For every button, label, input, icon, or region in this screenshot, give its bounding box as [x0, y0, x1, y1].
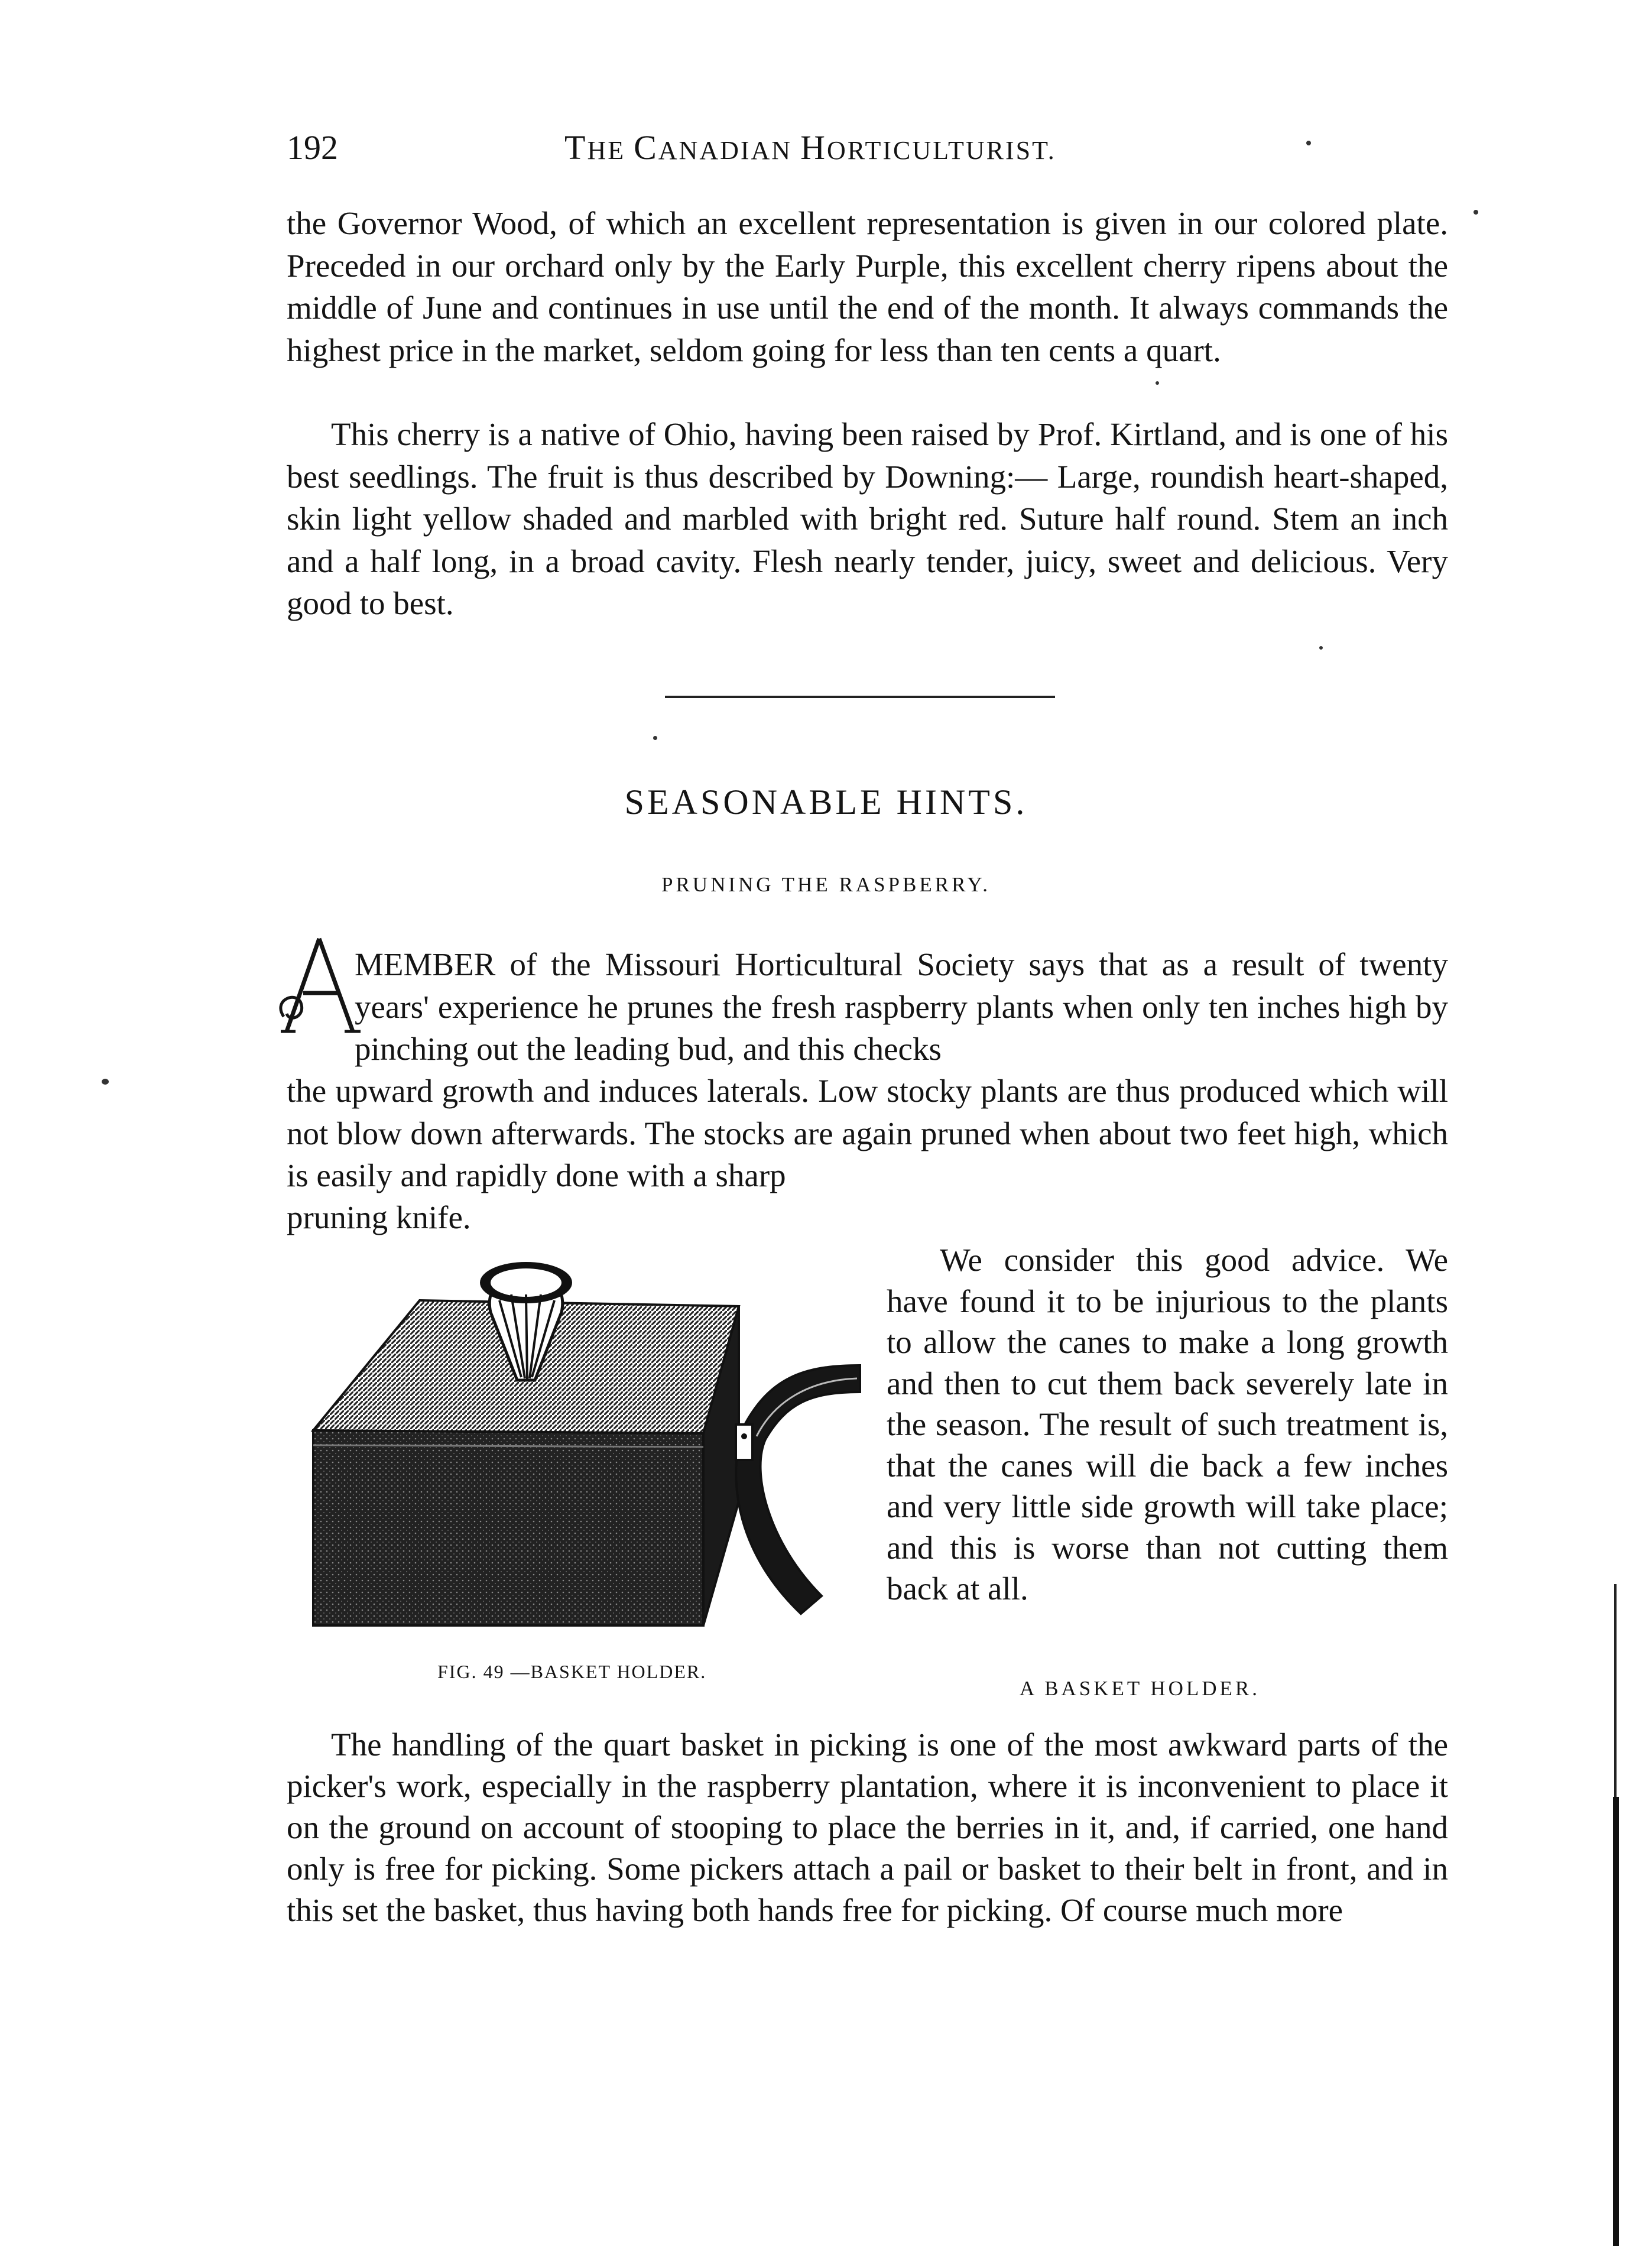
running-header-smallcaps: HE — [587, 136, 634, 165]
body-paragraph: the Governor Wood, of which an excellent representation is given in our colored plate. Preceded in our orchard only by the Early Purple, this excellent cherry ripens about the middle of June and continues in use until the end of the month. It always commands the highest price in the market, seldom going for less than ten cents a quart. — [287, 205, 1448, 368]
print-speck — [653, 736, 657, 740]
running-header-initial: C — [634, 128, 658, 167]
subheading-pruning: PRUNING THE RASPBERRY. — [661, 873, 991, 896]
running-header-smallcaps: ANADIAN — [658, 136, 801, 165]
page-number: 192 — [287, 128, 338, 167]
running-header-smallcaps: ORTICULTURIST. — [826, 136, 1056, 165]
drop-cap-a-icon — [275, 934, 363, 1037]
body-paragraph: The handling of the quart basket in picking is one of the most awkward parts of the picker's work, especially in the raspberry plantation, where it is inconvenient to place it on the ground on account of stooping to place the berries in it, and, if carried, one hand only is free for picking. Some pickers attach a pail or basket to their belt in front, and in this set the basket, thus having both hands free for picking. Of course much more — [287, 1727, 1448, 1928]
print-speck — [1319, 646, 1323, 650]
running-header-initial: H — [800, 128, 827, 167]
running-header — [564, 128, 1056, 167]
section-divider — [665, 696, 1055, 698]
print-speck — [1306, 141, 1311, 145]
subheading-basket-holder: A BASKET HOLDER. — [1020, 1677, 1261, 1700]
body-paragraph: We consider this good advice. We have found it to be injurious to the plants to allow the canes to make a long growth and then to cut them back severely late in the season. The result of such treatment is, that the canes will die back a few inches and very little side growth will take place; and this is worse than not cutting them back at all. — [887, 1242, 1448, 1607]
running-header-initial: T — [564, 128, 588, 167]
print-speck — [102, 1079, 109, 1085]
body-paragraph: the upward growth and induces laterals. Low stocky plants are thus produced which will not blow down afterwards. The stocks are again pruned when about two feet high, which is easily and rapidly done with a sharp — [287, 1073, 1448, 1193]
print-speck — [1474, 210, 1478, 215]
basket-holder-illustration — [301, 1235, 869, 1649]
section-title: SEASONABLE HINTS. — [624, 783, 1028, 822]
scan-edge-mark — [1611, 1584, 1621, 2246]
body-paragraph: This cherry is a native of Ohio, having been raised by Prof. Kirtland, and is one of his best seedlings. The fruit is thus described by Downing:— Large, roundish heart-shaped, skin light yellow shaded and marbled with bright red. Suture half round. Stem an inch and a half long, in a broad cavity. Flesh nearly tender, juicy, sweet and delicious. Very good to best. — [287, 416, 1448, 621]
body-paragraph-end: pruning knife. — [287, 1199, 471, 1235]
figure-caption: FIG. 49 —BASKET HOLDER. — [437, 1661, 707, 1682]
print-speck — [1156, 381, 1159, 385]
lead-paragraph: MEMBER of the Missouri Horticultural Society says that as a result of twenty years' experience he prunes the fresh raspberry plants when only ten inches high by pinching out the leading bud, and this checks — [355, 946, 1448, 1067]
